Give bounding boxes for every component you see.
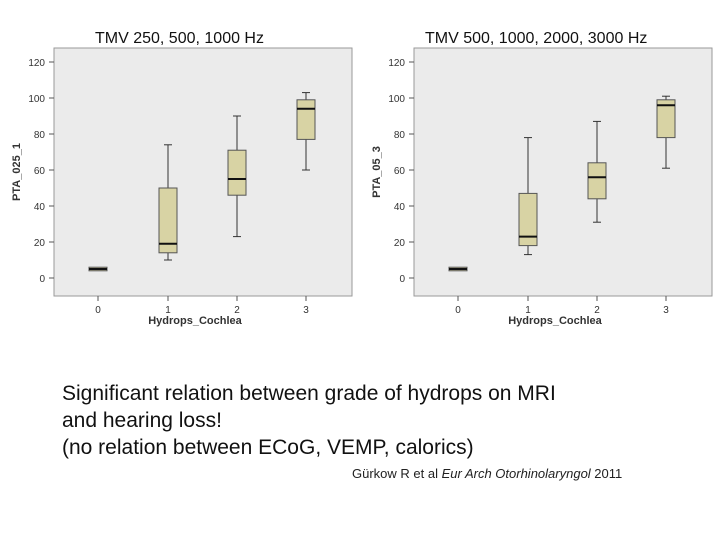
y-tick-label: 120	[28, 58, 45, 69]
boxplot-group-0	[89, 267, 107, 271]
x-axis-label: Hydrops_Cochlea	[148, 315, 242, 327]
citation-authors: Gürkow R et al	[352, 466, 442, 481]
y-axis-label: PTA_025_1	[11, 143, 23, 201]
boxplot-chart-right	[360, 44, 720, 334]
y-tick-label: 100	[28, 94, 45, 105]
y-tick-label: 20	[33, 238, 45, 249]
citation	[352, 466, 622, 481]
boxplot-group-0	[449, 267, 467, 271]
y-tick-label: 0	[39, 274, 45, 285]
x-tick-label: 3	[663, 305, 669, 316]
x-tick-label: 1	[525, 305, 531, 316]
caption	[62, 380, 556, 461]
y-tick-label: 100	[388, 94, 405, 105]
y-tick-label: 80	[393, 130, 405, 141]
caption-line-3: (no relation between ECoG, VEMP, calorics)	[62, 436, 474, 459]
y-tick-label: 120	[388, 58, 405, 69]
y-tick-label: 40	[33, 202, 45, 213]
x-tick-label: 2	[594, 305, 600, 316]
plot-area	[54, 48, 352, 296]
plot-area	[414, 48, 712, 296]
boxplot-chart-left	[0, 44, 360, 334]
chart-title-left: TMV 250, 500, 1000 Hz	[95, 30, 264, 47]
y-tick-label: 40	[393, 202, 405, 213]
y-tick-label: 20	[393, 238, 405, 249]
y-tick-label: 60	[33, 166, 45, 177]
box-iqr	[519, 193, 537, 245]
caption-line-2: and hearing loss!	[62, 409, 222, 432]
citation-year: 2011	[590, 466, 623, 481]
x-tick-label: 2	[234, 305, 240, 316]
x-tick-label: 1	[165, 305, 171, 316]
y-axis-label: PTA_05_3	[371, 146, 383, 198]
box-iqr	[297, 100, 315, 140]
citation-journal: Eur Arch Otorhinolaryngol	[441, 466, 591, 481]
x-tick-label: 0	[95, 305, 101, 316]
box-iqr	[588, 163, 606, 199]
y-tick-label: 80	[33, 130, 45, 141]
box-iqr	[228, 150, 246, 195]
x-tick-label: 0	[455, 305, 461, 316]
x-tick-label: 3	[303, 305, 309, 316]
y-tick-label: 60	[393, 166, 405, 177]
x-axis-label: Hydrops_Cochlea	[508, 315, 602, 327]
caption-line-1: Significant relation between grade of hydrops on MRI	[62, 382, 556, 405]
y-tick-label: 0	[399, 274, 405, 285]
chart-title-right: TMV 500, 1000, 2000, 3000 Hz	[425, 30, 648, 47]
